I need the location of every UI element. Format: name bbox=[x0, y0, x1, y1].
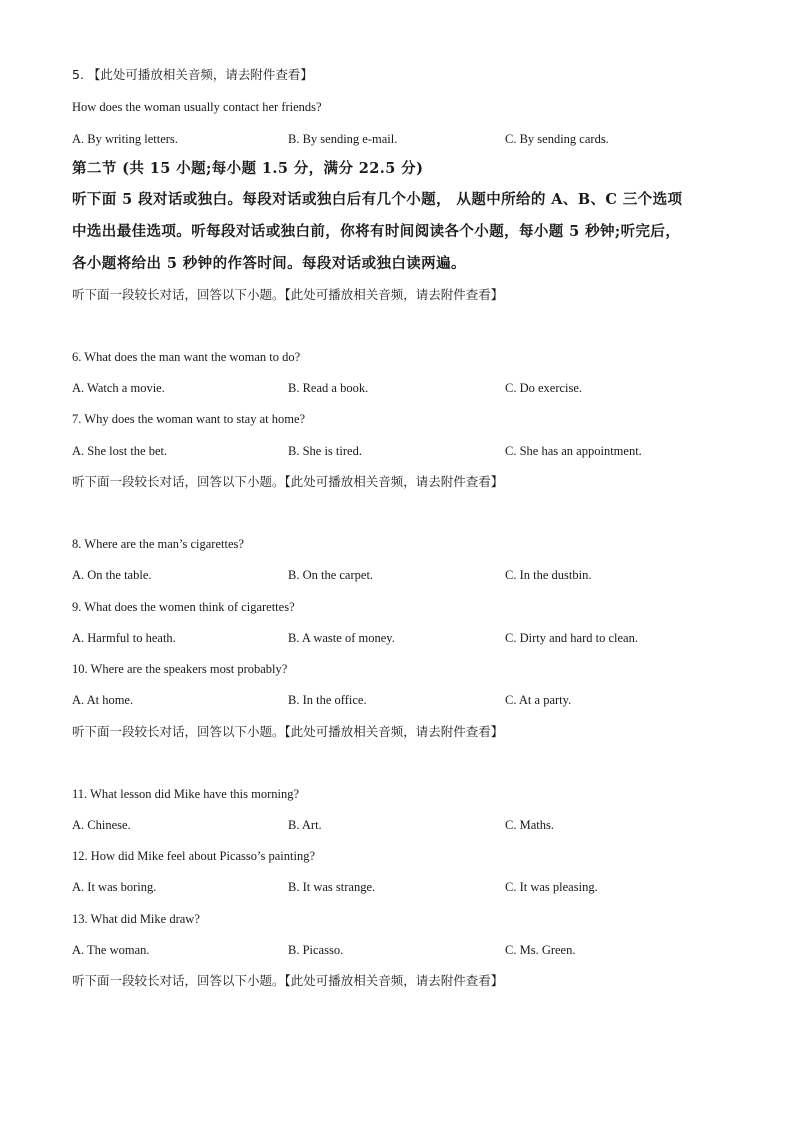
q12-question: 12. How did Mike feel about Picasso’s painting? bbox=[72, 849, 316, 863]
q8-option-c: C. In the dustbin. bbox=[505, 568, 592, 582]
q8-option-b: B. On the carpet. bbox=[288, 568, 374, 582]
q5-question: How does the woman usually contact her friends? bbox=[72, 100, 322, 114]
q11-option-a: A. Chinese. bbox=[72, 818, 131, 832]
q8-option-a: A. On the table. bbox=[72, 568, 152, 582]
section2-instruction-line2: 中选出最佳选项。听每段对话或独白前，你将有时间阅读各个小题，每小题 5 秒钟;听完后， bbox=[72, 223, 681, 240]
q5-option-a: A. By writing letters. bbox=[72, 132, 178, 146]
q7-option-b: B. She is tired. bbox=[288, 444, 362, 458]
q12-option-b: B. It was strange. bbox=[288, 880, 376, 894]
q6-option-c: C. Do exercise. bbox=[505, 381, 583, 395]
q9-question: 9. What does the women think of cigarettes? bbox=[72, 600, 295, 614]
q11-question: 11. What lesson did Mike have this morning? bbox=[72, 787, 300, 801]
q12-option-a: A. It was boring. bbox=[72, 880, 157, 894]
q7-option-c: C. She has an appointment. bbox=[505, 444, 642, 458]
dialogue-prompt-3: 听下面一段较长对话，回答以下小题。【此处可播放相关音频，请去附件查看】 bbox=[72, 724, 504, 739]
q5-audio-header: 5. 【此处可播放相关音频，请去附件查看】 bbox=[72, 67, 313, 82]
q5-option-b: B. By sending e-mail. bbox=[288, 132, 398, 146]
q6-question: 6. What does the man want the woman to do? bbox=[72, 350, 301, 364]
q12-option-c: C. It was pleasing. bbox=[505, 880, 598, 894]
q7-option-a: A. She lost the bet. bbox=[72, 444, 168, 458]
q7-question: 7. Why does the woman want to stay at home? bbox=[72, 412, 306, 426]
q13-option-b: B. Picasso. bbox=[288, 943, 344, 957]
q6-option-b: B. Read a book. bbox=[288, 381, 369, 395]
dialogue-prompt-4: 听下面一段较长对话，回答以下小题。【此处可播放相关音频，请去附件查看】 bbox=[72, 973, 504, 988]
q13-option-c: C. Ms. Green. bbox=[505, 943, 576, 957]
q10-option-b: B. In the office. bbox=[288, 693, 367, 707]
q11-option-c: C. Maths. bbox=[505, 818, 554, 832]
q10-option-a: A. At home. bbox=[72, 693, 134, 707]
q6-option-a: A. Watch a movie. bbox=[72, 381, 165, 395]
q5-option-c: C. By sending cards. bbox=[505, 132, 609, 146]
section2-instruction-line3: 各小题将给出 5 秒钟的作答时间。每段对话或独白读两遍。 bbox=[72, 255, 466, 272]
dialogue-prompt-1: 听下面一段较长对话，回答以下小题。【此处可播放相关音频，请去附件查看】 bbox=[72, 287, 504, 302]
q9-option-c: C. Dirty and hard to clean. bbox=[505, 631, 638, 645]
q13-option-a: A. The woman. bbox=[72, 943, 150, 957]
q13-question: 13. What did Mike draw? bbox=[72, 912, 200, 926]
dialogue-prompt-2: 听下面一段较长对话，回答以下小题。【此处可播放相关音频，请去附件查看】 bbox=[72, 474, 504, 489]
q8-question: 8. Where are the man’s cigarettes? bbox=[72, 537, 244, 551]
section2-instruction-line1: 听下面 5 段对话或独白。每段对话或独白后有几个小题， 从题中所给的 A、B、C 三个选项 bbox=[72, 191, 683, 208]
q9-option-b: B. A waste of money. bbox=[288, 631, 395, 645]
q11-option-b: B. Art. bbox=[288, 818, 322, 832]
section2-title: 第二节 (共 15 小题;每小题 1.5 分，满分 22.5 分) bbox=[72, 160, 424, 177]
q9-option-a: A. Harmful to heath. bbox=[72, 631, 176, 645]
q10-option-c: C. At a party. bbox=[505, 693, 572, 707]
q10-question: 10. Where are the speakers most probably? bbox=[72, 662, 288, 676]
